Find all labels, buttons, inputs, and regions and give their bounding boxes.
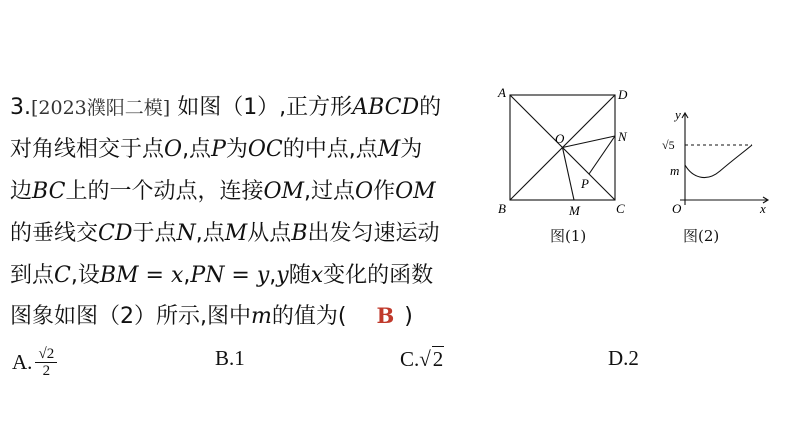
math-var: B [291,221,308,246]
answer-mark: B [376,303,395,328]
segment-pn [589,136,615,174]
text-segment: ,点 [195,221,225,246]
m-label: m [670,163,680,178]
text-segment: 到点 [10,263,55,288]
math-var: O [355,179,374,204]
text-segment: 如图（1）,正方形 [177,95,353,120]
option-a [12,346,57,379]
segment-om [563,148,575,201]
math-var: OM [263,179,305,204]
sqrt5-label: √5 [662,138,675,152]
text-segment: 出发匀速运动 [307,221,440,246]
label-b: B [498,201,506,216]
text-segment: 上的一个动点，连接 [65,179,264,204]
text-segment: 对角线相交于点 [10,137,165,162]
figure-1-diagram [495,85,640,220]
text-segment: 为 [225,137,248,162]
question-source: [2023濮阳二模] [31,97,171,119]
figure-1-caption: 图(1) [550,227,587,245]
option-b-label: B.1 [215,346,245,370]
axis-label-x: x [760,201,766,215]
origin-label: O [672,201,682,215]
option-d-label: D.2 [608,346,639,370]
math-var: ABCD [352,95,420,120]
text-segment: , [183,263,191,288]
segment-on [563,136,616,148]
text-segment: 边 [10,179,33,204]
option-a-fraction [35,346,57,379]
math-expr: BM = x [99,263,184,288]
text-segment: 的中点,点 [282,137,378,162]
radicand: 2 [432,347,444,371]
question-line-6 [10,300,413,333]
option-c [400,346,444,372]
text-segment: 的 [419,95,442,120]
math-var: C [54,263,71,288]
text-segment: 图象如图（2）所示,图中 [10,304,251,329]
text-segment: ) [404,304,413,329]
text-segment: ,过点 [304,179,356,204]
text-segment: 的值为( [271,304,347,329]
text-segment: 作 [373,179,396,204]
question-line-5 [10,260,433,292]
fraction-denominator: 2 [42,363,51,379]
label-o: O [555,131,565,146]
label-d: D [618,87,628,102]
option-d [608,346,639,371]
radical-sign: √ [419,346,431,371]
text-segment: ,设 [70,263,100,288]
text-segment: , [269,263,277,288]
math-var: OC [247,137,283,162]
label-c: C [616,201,625,216]
math-var: OM [395,179,436,204]
math-var: BC [32,179,66,204]
math-expr: PN = y [190,263,270,288]
figure-2-graph [660,105,775,215]
label-n: N [618,129,627,144]
label-m: M [569,203,580,218]
figure-2-caption: 图(2) [683,227,720,245]
math-var: CD [98,221,133,246]
math-var: N [176,221,196,246]
question-line-1 [10,92,441,124]
math-var: P [211,137,226,162]
text-segment: ,点 [182,137,212,162]
math-var: M [377,137,401,162]
text-segment: 于点 [132,221,177,246]
math-var: O [164,137,183,162]
text-segment: 从点 [247,221,292,246]
question-line-2 [10,134,422,166]
question-number: 3. [10,95,31,120]
question-line-4 [10,218,440,250]
text-segment: 随 [288,263,311,288]
option-c-label: C. [400,346,420,371]
text-segment: 的垂线交 [10,221,99,246]
option-a-label: A. [12,350,33,374]
option-b [215,346,245,371]
axis-label-y: y [675,107,681,122]
math-var: x [310,263,324,288]
label-p: P [581,176,589,191]
label-a: A [498,85,506,100]
fraction-numerator: √2 [38,346,55,362]
question-line-3 [10,176,436,208]
math-var: m [251,304,272,329]
text-segment: 为 [400,137,423,162]
math-var: M [224,221,248,246]
text-segment: 变化的函数 [323,263,434,288]
function-curve [685,145,752,178]
math-var: y [276,263,289,288]
